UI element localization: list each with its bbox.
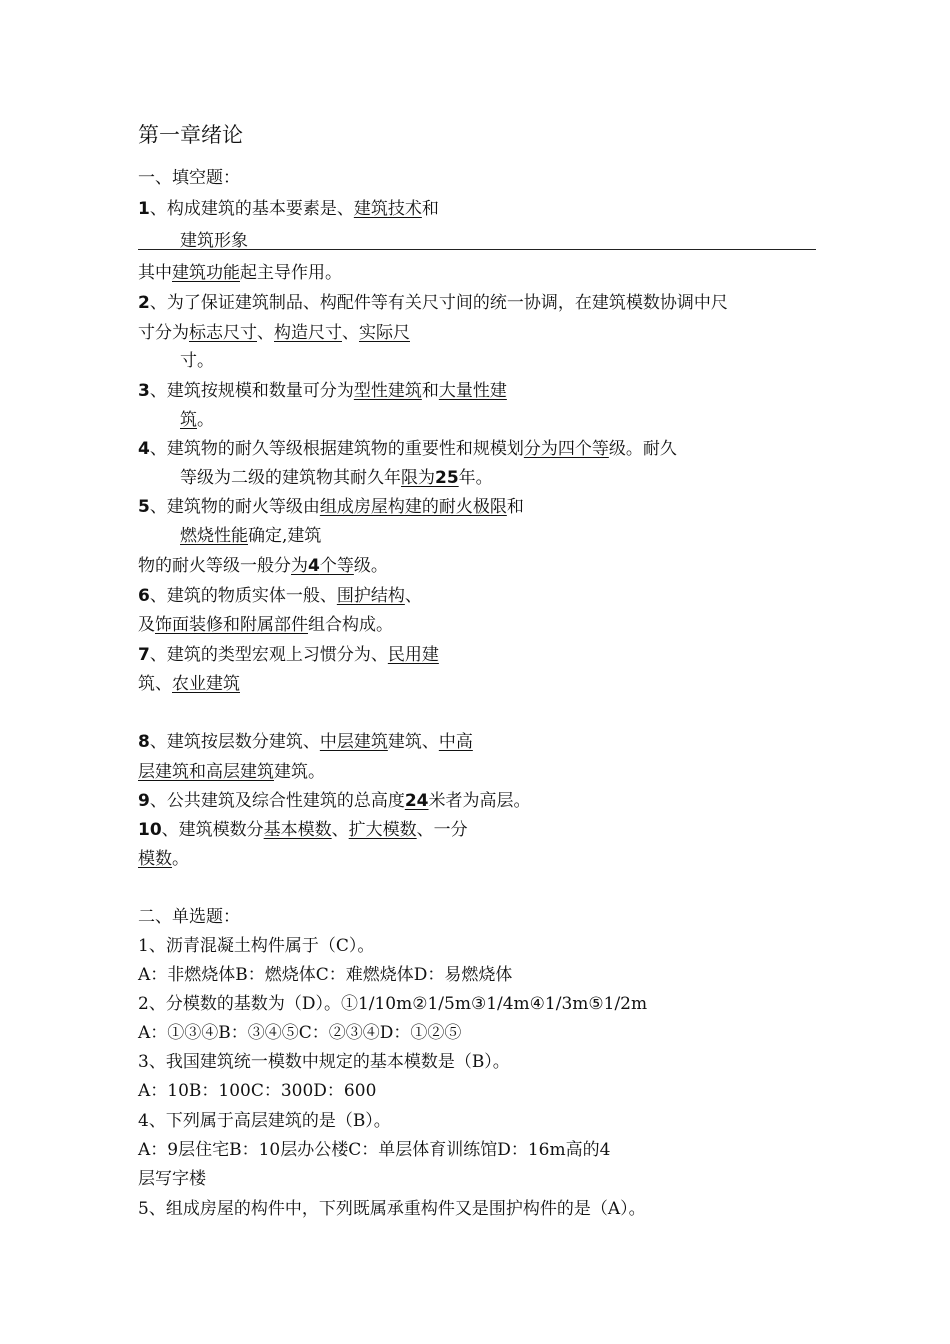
question-number: 6 <box>138 586 150 606</box>
answer-blank: 中层建筑 <box>319 732 388 752</box>
answer-blank: 筑 <box>180 410 197 430</box>
question-9: 9、公共建筑及综合性建筑的总高度24米者为高层。 <box>138 791 531 811</box>
choice-question-1: 1、沥青混凝土构件属于（C）。 <box>138 936 375 956</box>
choice-question-2: 2、分模数的基数为（D）。①1/10m②1/5m③1/4m④1/3m⑤1/2m <box>138 994 648 1014</box>
question-3: 3、建筑按规模和数量可分为型性建筑和大量性建 <box>138 381 507 401</box>
question-2: 2、为了保证建筑制品、构配件等有关尺寸间的统一协调，在建筑模数协调中尺 <box>138 293 728 313</box>
answer-blank: 24 <box>404 791 429 811</box>
question-number: 1 <box>138 199 150 219</box>
question-number: 8 <box>138 732 150 752</box>
choice-options-2: A：①③④B：③④⑤C：②③④D：①②⑤ <box>138 1023 462 1043</box>
question-6: 6、建筑的物质实体一般、围护结构、 <box>138 586 422 606</box>
question-number: 4 <box>138 439 150 459</box>
answer-blank: 组成房屋构建的耐火极限 <box>319 497 507 517</box>
answer-blank: 围护结构 <box>336 586 405 606</box>
question-2-tail: 寸。 <box>180 351 214 371</box>
question-5-tail: 物的耐火等级一般分为4个等级。 <box>138 556 388 576</box>
question-number: 7 <box>138 645 150 665</box>
answer-blank: 燃烧性能 <box>180 526 248 546</box>
question-number: 10 <box>138 820 162 840</box>
question-2-continued: 寸分为标志尺寸、构造尺寸、实际尺 <box>138 323 410 343</box>
question-8: 8、建筑按层数分建筑、中层建筑建筑、中高 <box>138 732 473 752</box>
question-4: 4、建筑物的耐久等级根据建筑物的重要性和规模划分为四个等级。耐久 <box>138 439 677 459</box>
answer-blank: 扩大模数 <box>348 820 417 840</box>
answer-blank: 实际尺 <box>359 323 410 343</box>
answer-blank: 基本模数 <box>263 820 332 840</box>
choice-options-4-continued: 层写字楼 <box>138 1169 206 1189</box>
answer-blank: 建筑技术 <box>353 199 422 219</box>
answer-blank: 大量性建 <box>438 381 507 401</box>
choice-options-4: A：9层住宅B：10层办公楼C：单层体育训练馆D：16m高的4 <box>138 1140 611 1160</box>
answer-blank: 饰面装修和附属部件 <box>155 615 308 635</box>
answer-blank: 建筑形象 <box>180 231 248 251</box>
choice-question-4: 4、下列属于高层建筑的是（B）。 <box>138 1111 391 1131</box>
question-1-continued: 其中建筑功能起主导作用。 <box>138 263 342 283</box>
question-5: 5、建筑物的耐火等级由组成房屋构建的耐火极限和 <box>138 497 524 517</box>
question-number: 9 <box>138 791 150 811</box>
question-number: 2 <box>138 293 150 313</box>
choice-question-3: 3、我国建筑统一模数中规定的基本模数是（B）。 <box>138 1052 510 1072</box>
question-4-continued: 等级为二级的建筑物其耐久年限为25年。 <box>180 468 493 488</box>
answer-blank: 模数 <box>138 849 172 869</box>
answer-blank: 构造尺寸 <box>274 323 342 343</box>
answer-blank: 为4个等 <box>291 556 354 576</box>
answer-blank: 标志尺寸 <box>189 323 257 343</box>
question-number: 3 <box>138 381 150 401</box>
question-7-continued: 筑、农业建筑 <box>138 674 240 694</box>
section-heading-fill-in: 一、填空题： <box>138 168 240 188</box>
answer-blank: 民用建 <box>387 645 439 665</box>
answer-underline <box>138 249 816 250</box>
answer-blank: 层建筑和高层建筑 <box>138 762 274 782</box>
answer-blank: 建筑功能 <box>172 263 240 283</box>
answer-blank: 限为25 <box>401 468 459 488</box>
question-number: 5 <box>138 497 150 517</box>
question-1: 1、构成建筑的基本要素是、建筑技术和 <box>138 199 439 219</box>
chapter-title: 第一章绪论 <box>138 123 243 147</box>
question-10: 10、建筑模数分基本模数、扩大模数、一分 <box>138 820 468 840</box>
question-5-continued: 燃烧性能确定,建筑 <box>180 526 322 546</box>
choice-options-3: A：10B：100C：300D：600 <box>138 1081 377 1101</box>
question-7: 7、建筑的类型宏观上习惯分为、民用建 <box>138 645 439 665</box>
answer-blank: 分为四个等 <box>523 439 609 459</box>
answer-blank: 型性建筑 <box>353 381 422 401</box>
choice-question-5: 5、组成房屋的构件中，下列既属承重构件又是围护构件的是（A）。 <box>138 1199 646 1219</box>
question-3-continued: 筑。 <box>180 410 214 430</box>
question-10-continued: 模数。 <box>138 849 189 869</box>
answer-blank: 中高 <box>438 732 473 752</box>
section-heading-single-choice: 二、单选题： <box>138 907 240 927</box>
choice-options-1: A：非燃烧体B：燃烧体C：难燃烧体D：易燃烧体 <box>138 965 513 985</box>
question-6-continued: 及饰面装修和附属部件组合构成。 <box>138 615 393 635</box>
answer-blank: 农业建筑 <box>172 674 240 694</box>
question-8-continued: 层建筑和高层建筑建筑。 <box>138 762 325 782</box>
